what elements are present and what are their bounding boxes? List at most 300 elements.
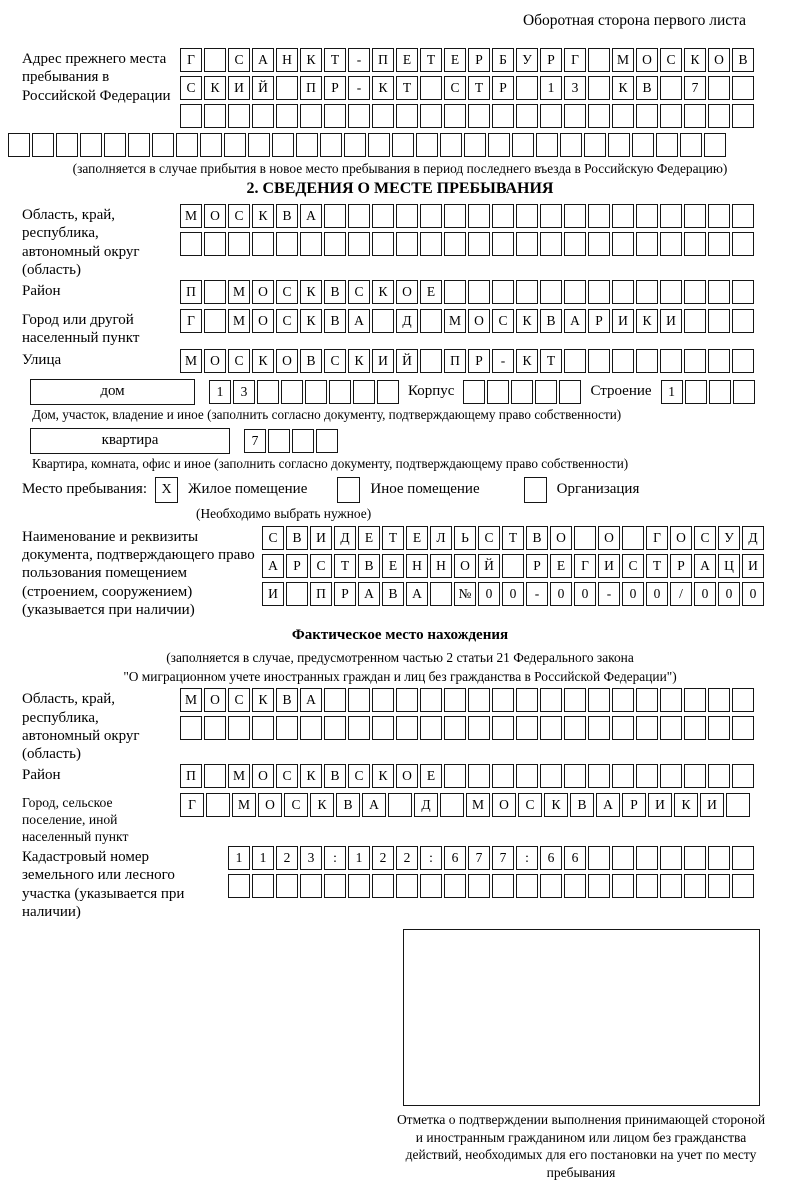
char-box xyxy=(636,204,658,228)
char-box xyxy=(612,280,634,304)
char-box: М xyxy=(180,688,202,712)
char-box xyxy=(516,764,538,788)
char-box: С xyxy=(228,688,250,712)
char-box: Д xyxy=(742,526,764,550)
char-box xyxy=(252,874,274,898)
char-box: Н xyxy=(276,48,298,72)
char-box: 1 xyxy=(540,76,562,100)
district-row xyxy=(180,280,792,304)
char-box xyxy=(392,133,414,157)
char-box: 0 xyxy=(550,582,572,606)
char-box xyxy=(276,874,298,898)
house-caption: Дом, участок, владение и иное (заполнить согласно документу, подтверждающему право собственности) xyxy=(32,406,622,422)
char-box xyxy=(574,526,596,550)
char-box xyxy=(732,846,754,870)
char-box xyxy=(204,232,226,256)
char-box xyxy=(660,688,682,712)
char-box xyxy=(444,874,466,898)
char-box xyxy=(8,133,30,157)
district-field xyxy=(8,280,792,308)
char-box: В xyxy=(358,554,380,578)
char-box: А xyxy=(564,309,586,333)
char-box: 6 xyxy=(540,846,562,870)
char-box xyxy=(416,133,438,157)
char-box: Е xyxy=(396,48,418,72)
char-box xyxy=(152,133,174,157)
char-box: 6 xyxy=(444,846,466,870)
char-box: С xyxy=(284,793,308,817)
stroenie-boxes xyxy=(661,380,755,404)
char-box xyxy=(588,204,610,228)
char-box: Т xyxy=(334,554,356,578)
char-box: К xyxy=(252,204,274,228)
char-box: - xyxy=(348,76,370,100)
char-box: С xyxy=(694,526,716,550)
char-box xyxy=(636,232,658,256)
char-box xyxy=(660,104,682,128)
char-box xyxy=(488,133,510,157)
char-box: К xyxy=(204,76,226,100)
char-box xyxy=(377,380,399,404)
city-row xyxy=(180,309,792,333)
char-box xyxy=(660,846,682,870)
char-box xyxy=(492,280,514,304)
document-row2 xyxy=(262,554,792,578)
char-box: Л xyxy=(430,526,452,550)
char-box xyxy=(292,429,314,453)
confirmation-caption: Отметка о подтверждении выполнения принимающей стороной и иностранным гражданином или лицом без гражданства действий, необходимых для его постановки на учет по месту пребывания xyxy=(396,1112,766,1180)
char-box: Р xyxy=(540,48,562,72)
char-box xyxy=(206,793,230,817)
char-box: А xyxy=(362,793,386,817)
char-box: Е xyxy=(358,526,380,550)
char-box xyxy=(320,133,342,157)
char-box: И xyxy=(372,349,394,373)
char-box: О xyxy=(204,349,226,373)
char-box: 7 xyxy=(492,846,514,870)
char-box xyxy=(540,104,562,128)
actual-region-label: Область, край, республика, автономный округ (область) xyxy=(22,691,140,763)
char-box: М xyxy=(228,280,250,304)
char-box: : xyxy=(324,846,346,870)
prev-address-row3 xyxy=(180,104,792,128)
char-box xyxy=(540,280,562,304)
char-box: К xyxy=(684,48,706,72)
char-box xyxy=(324,874,346,898)
char-box: М xyxy=(612,48,634,72)
char-box: Р xyxy=(526,554,548,578)
char-box: Н xyxy=(406,554,428,578)
char-box xyxy=(396,232,418,256)
char-box: Т xyxy=(502,526,524,550)
char-box: Р xyxy=(588,309,610,333)
char-box xyxy=(252,716,274,740)
char-box xyxy=(353,380,375,404)
char-box: О xyxy=(258,793,282,817)
char-box: 1 xyxy=(348,846,370,870)
actual-location-title: Фактическое место нахождения xyxy=(291,627,509,644)
char-box xyxy=(324,232,346,256)
char-box xyxy=(612,846,634,870)
char-box: Й xyxy=(396,349,418,373)
char-box: И xyxy=(660,309,682,333)
char-box xyxy=(559,380,581,404)
char-box xyxy=(684,716,706,740)
char-box xyxy=(252,232,274,256)
char-box xyxy=(368,133,390,157)
house-number-boxes xyxy=(209,380,399,404)
char-box: С xyxy=(492,309,514,333)
actual-region-row2 xyxy=(180,716,792,740)
apartment-row xyxy=(30,428,792,454)
cadastral-field xyxy=(8,846,792,921)
char-box: К xyxy=(300,309,322,333)
char-box: 1 xyxy=(661,380,683,404)
char-box xyxy=(636,280,658,304)
char-box xyxy=(444,716,466,740)
char-box xyxy=(444,688,466,712)
korpus-boxes xyxy=(463,380,581,404)
char-box xyxy=(708,716,730,740)
char-box xyxy=(420,232,442,256)
char-box: К xyxy=(636,309,658,333)
char-box xyxy=(372,104,394,128)
apartment-caption: Квартира, комната, офис и иное (заполнить согласно документу, подтверждающему право собственности) xyxy=(32,455,629,471)
char-box: У xyxy=(718,526,740,550)
char-box: 0 xyxy=(622,582,644,606)
stay-type-note: (Необходимо выбрать нужное) xyxy=(196,505,372,521)
char-box: К xyxy=(674,793,698,817)
char-box xyxy=(733,380,755,404)
char-box xyxy=(588,716,610,740)
char-box xyxy=(516,104,538,128)
char-box: К xyxy=(516,349,538,373)
char-box: 0 xyxy=(478,582,500,606)
char-box xyxy=(685,380,707,404)
char-box: Р xyxy=(492,76,514,100)
char-box: А xyxy=(348,309,370,333)
char-box xyxy=(316,429,338,453)
house-row xyxy=(30,379,792,405)
char-box xyxy=(540,688,562,712)
char-box xyxy=(276,232,298,256)
char-box xyxy=(224,133,246,157)
char-box: К xyxy=(310,793,334,817)
actual-city-label: Город, сельское поселение, иной населенный пункт xyxy=(22,795,129,844)
char-box xyxy=(268,429,290,453)
char-box xyxy=(372,204,394,228)
char-box: Е xyxy=(550,554,572,578)
char-box xyxy=(420,204,442,228)
char-box xyxy=(708,76,730,100)
char-box: С xyxy=(262,526,284,550)
char-box xyxy=(684,688,706,712)
char-box xyxy=(468,716,490,740)
char-box: - xyxy=(492,349,514,373)
char-box: М xyxy=(228,764,250,788)
char-box xyxy=(324,104,346,128)
char-box: С xyxy=(276,280,298,304)
char-box: С xyxy=(310,554,332,578)
char-box xyxy=(372,688,394,712)
char-box: С xyxy=(276,309,298,333)
char-box: К xyxy=(372,76,394,100)
prev-address-row2 xyxy=(180,76,792,100)
char-box xyxy=(732,309,754,333)
char-box: А xyxy=(406,582,428,606)
char-box: О xyxy=(252,309,274,333)
char-box: 7 xyxy=(468,846,490,870)
char-box xyxy=(180,716,202,740)
char-box: М xyxy=(232,793,256,817)
char-box xyxy=(372,716,394,740)
char-box xyxy=(608,133,630,157)
char-box xyxy=(636,688,658,712)
char-box xyxy=(372,309,394,333)
char-box xyxy=(32,133,54,157)
char-box xyxy=(540,874,562,898)
char-box: В xyxy=(336,793,360,817)
char-box xyxy=(176,133,198,157)
char-box: Т xyxy=(396,76,418,100)
char-box: А xyxy=(694,554,716,578)
document-row3 xyxy=(262,582,792,606)
char-box: Т xyxy=(324,48,346,72)
char-box xyxy=(388,793,412,817)
char-box xyxy=(588,76,610,100)
char-box xyxy=(560,133,582,157)
char-box: 3 xyxy=(233,380,255,404)
char-box: О xyxy=(396,280,418,304)
char-box xyxy=(257,380,279,404)
char-box: О xyxy=(598,526,620,550)
char-box: А xyxy=(358,582,380,606)
char-box: В xyxy=(526,526,548,550)
char-box xyxy=(492,232,514,256)
char-box xyxy=(584,133,606,157)
char-box xyxy=(612,104,634,128)
char-box: П xyxy=(180,764,202,788)
char-box xyxy=(564,232,586,256)
char-box: М xyxy=(228,309,250,333)
char-box xyxy=(708,309,730,333)
char-box xyxy=(588,232,610,256)
char-box xyxy=(684,846,706,870)
char-box xyxy=(612,688,634,712)
char-box xyxy=(228,232,250,256)
char-box: Р xyxy=(670,554,692,578)
document-field xyxy=(8,526,792,619)
char-box xyxy=(732,716,754,740)
char-box xyxy=(612,204,634,228)
region-row2 xyxy=(180,232,792,256)
char-box xyxy=(276,104,298,128)
char-box xyxy=(204,764,226,788)
char-box: О xyxy=(670,526,692,550)
char-box: О xyxy=(550,526,572,550)
char-box: 1 xyxy=(209,380,231,404)
char-box: : xyxy=(420,846,442,870)
stay-option-organization-label: Организация xyxy=(556,481,640,498)
char-box xyxy=(708,104,730,128)
char-box xyxy=(372,874,394,898)
char-box xyxy=(588,846,610,870)
char-box xyxy=(708,232,730,256)
char-box xyxy=(636,104,658,128)
char-box: 2 xyxy=(372,846,394,870)
char-box: О xyxy=(252,280,274,304)
char-box: Е xyxy=(406,526,428,550)
char-box xyxy=(612,874,634,898)
char-box: Г xyxy=(574,554,596,578)
char-box: 1 xyxy=(228,846,250,870)
char-box: С xyxy=(180,76,202,100)
char-box xyxy=(492,874,514,898)
char-box: С xyxy=(660,48,682,72)
char-box xyxy=(348,688,370,712)
char-box: С xyxy=(228,204,250,228)
actual-region-field xyxy=(8,688,792,763)
char-box xyxy=(588,764,610,788)
char-box xyxy=(540,764,562,788)
char-box: У xyxy=(516,48,538,72)
char-box xyxy=(204,104,226,128)
char-box xyxy=(228,874,250,898)
char-box xyxy=(511,380,533,404)
korpus-label: Корпус xyxy=(408,383,455,400)
char-box xyxy=(708,874,730,898)
char-box: 6 xyxy=(564,846,586,870)
char-box xyxy=(536,133,558,157)
char-box: О xyxy=(204,204,226,228)
stay-option-other-premises-checkbox xyxy=(337,477,360,503)
char-box xyxy=(329,380,351,404)
char-box xyxy=(204,309,226,333)
char-box xyxy=(708,846,730,870)
char-box: С xyxy=(622,554,644,578)
char-box xyxy=(444,104,466,128)
actual-location-note2: "О миграционном учете иностранных граждан и лиц без гражданства в Российской Федерации") xyxy=(123,669,677,685)
char-box xyxy=(420,309,442,333)
char-box: Е xyxy=(420,764,442,788)
char-box xyxy=(468,280,490,304)
char-box xyxy=(564,688,586,712)
char-box: В xyxy=(276,688,298,712)
char-box xyxy=(348,716,370,740)
char-box: Р xyxy=(324,76,346,100)
char-box xyxy=(564,764,586,788)
char-box xyxy=(656,133,678,157)
char-box: С xyxy=(518,793,542,817)
char-box xyxy=(540,204,562,228)
district-label: Район xyxy=(22,283,61,300)
char-box xyxy=(444,280,466,304)
char-box xyxy=(564,204,586,228)
char-box: / xyxy=(670,582,692,606)
char-box: В xyxy=(732,48,754,72)
char-box xyxy=(684,349,706,373)
char-box: Е xyxy=(382,554,404,578)
char-box xyxy=(636,846,658,870)
char-box xyxy=(492,716,514,740)
char-box xyxy=(420,874,442,898)
char-box: П xyxy=(300,76,322,100)
char-box: В xyxy=(300,349,322,373)
char-box xyxy=(463,380,485,404)
char-box xyxy=(516,716,538,740)
char-box: В xyxy=(286,526,308,550)
char-box: Е xyxy=(444,48,466,72)
char-box xyxy=(612,232,634,256)
char-box xyxy=(708,764,730,788)
char-box: Б xyxy=(492,48,514,72)
char-box: 0 xyxy=(574,582,596,606)
prev-address-field xyxy=(8,48,792,132)
char-box: Р xyxy=(334,582,356,606)
stay-option-other-premises-label: Иное помещение xyxy=(370,481,480,498)
actual-city-row xyxy=(180,793,792,817)
char-box: М xyxy=(444,309,466,333)
char-box: Т xyxy=(540,349,562,373)
char-box: А xyxy=(300,204,322,228)
char-box xyxy=(252,104,274,128)
char-box: М xyxy=(466,793,490,817)
char-box xyxy=(300,874,322,898)
char-box xyxy=(588,104,610,128)
char-box: 2 xyxy=(276,846,298,870)
char-box: С xyxy=(324,349,346,373)
char-box xyxy=(612,716,634,740)
char-box: С xyxy=(228,48,250,72)
char-box: Р xyxy=(622,793,646,817)
char-box: О xyxy=(252,764,274,788)
char-box xyxy=(228,104,250,128)
char-box xyxy=(704,133,726,157)
char-box: Г xyxy=(564,48,586,72)
region-row1 xyxy=(180,204,792,228)
char-box: В xyxy=(324,280,346,304)
char-box: В xyxy=(570,793,594,817)
char-box: Ь xyxy=(454,526,476,550)
char-box xyxy=(588,280,610,304)
char-box: Й xyxy=(478,554,500,578)
char-box: П xyxy=(444,349,466,373)
char-box xyxy=(588,874,610,898)
char-box: О xyxy=(708,48,730,72)
char-box: М xyxy=(180,204,202,228)
cadastral-row2 xyxy=(228,874,792,898)
char-box: О xyxy=(454,554,476,578)
char-box: П xyxy=(310,582,332,606)
char-box xyxy=(396,104,418,128)
char-box: О xyxy=(396,764,418,788)
char-box xyxy=(468,764,490,788)
char-box xyxy=(468,688,490,712)
char-box: № xyxy=(454,582,476,606)
char-box xyxy=(440,133,462,157)
char-box: И xyxy=(700,793,724,817)
char-box xyxy=(516,232,538,256)
char-box: Н xyxy=(430,554,452,578)
char-box: : xyxy=(516,846,538,870)
actual-region-row1 xyxy=(180,688,792,712)
char-box: И xyxy=(310,526,332,550)
char-box xyxy=(636,764,658,788)
char-box xyxy=(281,380,303,404)
char-box xyxy=(372,232,394,256)
char-box: 0 xyxy=(718,582,740,606)
char-box: Т xyxy=(382,526,404,550)
